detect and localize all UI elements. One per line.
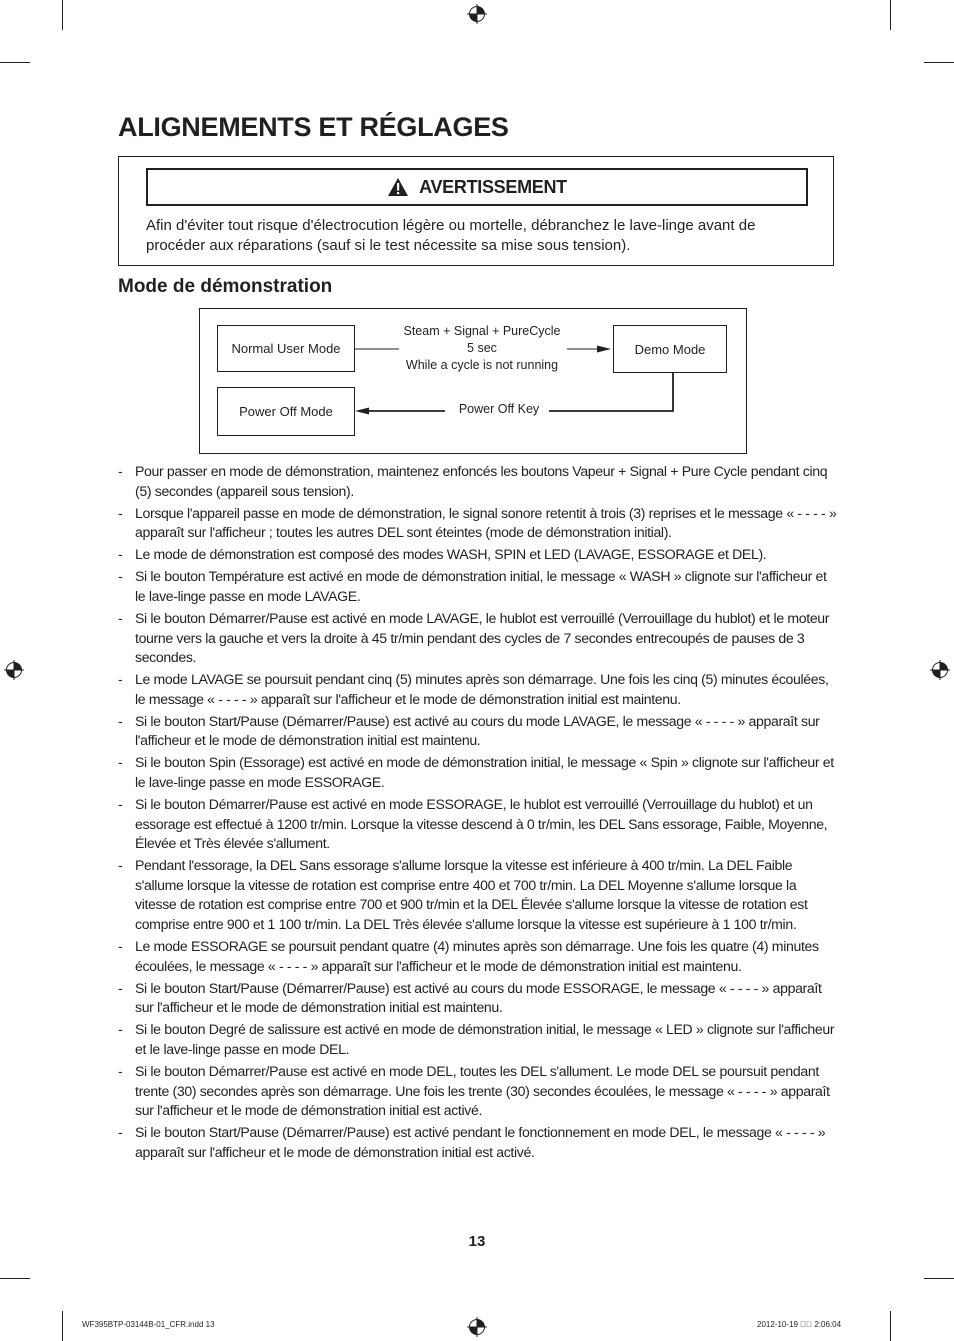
list-item xyxy=(118,670,838,709)
list-item xyxy=(118,1123,838,1162)
list-item-text: Le mode de démonstration est composé des modes WASH, SPIN et LED (LAVAGE, ESSORAGE et DEL). xyxy=(135,546,767,563)
crop-mark xyxy=(0,1278,30,1279)
list-item-text: Pour passer en mode de démonstration, maintenez enfoncés les boutons Vapeur + Signal + Pure Cycle pendant cinq (5) secondes (appareil sous tension). xyxy=(135,463,828,499)
demo-mode-box: Demo Mode xyxy=(613,325,727,373)
list-item xyxy=(118,753,838,792)
list-item xyxy=(118,856,838,934)
footer-file-info: WF395BTP-03144B-01_CFR.indd 13 xyxy=(82,1320,215,1329)
section-title: Mode de démonstration xyxy=(118,276,333,297)
list-item-text: Lorsque l'appareil passe en mode de démonstration, le signal sonore retentit à trois (3) reprises et le message « - - - - » apparaît sur l'afficheur ; toutes les autres DEL sont éteintes (mode de démonstration initial). xyxy=(135,504,837,541)
bullet-dash: - xyxy=(118,463,123,479)
warning-triangle-icon xyxy=(387,177,409,197)
bullet-dash: - xyxy=(118,938,123,955)
registration-mark-icon xyxy=(467,1317,487,1337)
bullet-dash: - xyxy=(118,712,123,729)
crop-mark xyxy=(62,0,63,30)
crop-mark xyxy=(0,62,30,63)
list-item xyxy=(118,1020,838,1059)
bullet-dash: - xyxy=(118,504,123,521)
bullet-dash: - xyxy=(118,1021,123,1038)
warning-title: AVERTISSEMENT xyxy=(419,176,567,197)
demo-mode-diagram xyxy=(199,308,747,454)
crop-mark xyxy=(924,62,954,63)
bullet-dash: - xyxy=(118,857,123,874)
power-off-mode-box: Power Off Mode xyxy=(217,387,355,436)
list-item xyxy=(118,1062,838,1121)
bullet-dash: - xyxy=(118,671,123,688)
footer-timestamp: 2012-10-19 ￿￿ 2:06:04 xyxy=(757,1320,842,1329)
list-item-text: Pendant l'essorage, la DEL Sans essorage s'allume lorsque la vitesse est inférieure à 400 tr/min. La DEL Faible s'allume lorsque la vitesse de rotation est comprise entre 400 et 700 tr/min. La DEL Moyenne s'allume lorsque la vitesse de rotation est comprise entre 700 et 900 tr/min et la DEL Élevée s'allume lorsque la vitesse de rotation est comprise entre 900 et 1 100 tr/min. La DEL Très élevée s'allume lorsque la vitesse est supérieure à 1 100 tr/min. xyxy=(135,857,808,932)
warning-text: Afin d'éviter tout risque d'électrocution légère ou mortelle, débranchez le lave-linge avant de procéder aux réparations (sauf si le test nécessite sa mise sous tension). xyxy=(146,217,756,254)
bullet-dash: - xyxy=(118,568,123,585)
power-off-key-label: Power Off Key xyxy=(458,402,540,416)
list-item xyxy=(118,567,838,606)
list-item-text: Le mode LAVAGE se poursuit pendant cinq (5) minutes après son démarrage. Une fois les cinq (5) minutes écoulées, le message « - - - - » apparaît sur l'afficheur et le mode de démonstration initial est maintenu. xyxy=(135,671,829,707)
crop-mark xyxy=(890,0,891,30)
warning-header xyxy=(146,168,808,206)
bullet-dash: - xyxy=(118,546,123,563)
registration-mark-icon xyxy=(930,660,950,680)
bullet-dash: - xyxy=(118,979,123,996)
list-item-text: Si le bouton Spin (Essorage) est activé en mode de démonstration initial, le message « Spin » clignote sur l'afficheur et le lave-linge passe en mode ESSORAGE. xyxy=(135,754,834,790)
normal-user-mode-box: Normal User Mode xyxy=(217,325,355,372)
transition-label-line: 5 sec xyxy=(467,341,497,355)
bullet-dash: - xyxy=(118,1124,123,1141)
list-item xyxy=(118,462,838,501)
list-item-text: Si le bouton Démarrer/Pause est activé en mode DEL, toutes les DEL s'allument. Le mode DEL se poursuit pendant trente (30) secondes après son démarrage. Une fois les trente (30) secondes écoulées, le message « - - - - » apparaît sur l'afficheur et le mode de démonstration initial est activé. xyxy=(135,1062,830,1119)
page-number: 13 xyxy=(468,1233,486,1250)
list-item xyxy=(118,545,838,565)
crop-mark xyxy=(924,1278,954,1279)
list-item xyxy=(118,937,838,976)
registration-mark-icon xyxy=(467,4,487,24)
bullet-dash: - xyxy=(118,1062,123,1079)
list-item xyxy=(118,795,838,854)
list-item-text: Le mode ESSORAGE se poursuit pendant quatre (4) minutes après son démarrage. Une fois les quatre (4) minutes écoulées, le message « - - - - » apparaît sur l'afficheur et le mode de démonstration initial est maintenu. xyxy=(135,938,819,974)
transition-label-line: Steam + Signal + PureCycle xyxy=(403,324,561,338)
transition-label xyxy=(395,323,569,374)
list-item-text: Si le bouton Start/Pause (Démarrer/Pause) est activé au cours du mode ESSORAGE, le message « - - - - » apparaît sur l'afficheur et le mode de démonstration initial est maintenu. xyxy=(135,979,822,1016)
crop-mark xyxy=(62,1311,63,1341)
list-item-text: Si le bouton Start/Pause (Démarrer/Pause) est activé au cours du mode LAVAGE, le message « - - - - » apparaît sur l'afficheur et le mode de démonstration initial est maintenu. xyxy=(135,712,820,749)
list-item xyxy=(118,712,838,751)
page-title: ALIGNEMENTS ET RÉGLAGES xyxy=(118,112,509,142)
list-item-text: Si le bouton Degré de salissure est activé en mode de démonstration initial, le message « LED » clignote sur l'afficheur et le lave-linge passe en mode DEL. xyxy=(135,1021,835,1057)
list-item-text: Si le bouton Température est activé en mode de démonstration initial, le message « WASH » clignote sur l'afficheur et le lave-linge passe en mode LAVAGE. xyxy=(135,568,827,604)
list-item xyxy=(118,979,838,1018)
list-item-text: Si le bouton Démarrer/Pause est activé en mode LAVAGE, le hublot est verrouillé (Verrouillage du hublot) et le moteur tourne vers la gauche et vers la droite à 45 tr/min pendant des cycles de 7 secondes entrecoupés de pauses de 3 secondes. xyxy=(135,609,830,666)
bullet-dash: - xyxy=(118,754,123,771)
registration-mark-icon xyxy=(4,660,24,680)
transition-label-line: While a cycle is not running xyxy=(405,358,559,372)
crop-mark xyxy=(890,1311,891,1341)
list-item xyxy=(118,504,838,543)
list-item xyxy=(118,609,838,668)
warning-box xyxy=(118,156,834,266)
instruction-list xyxy=(118,462,838,1165)
bullet-dash: - xyxy=(118,609,123,626)
list-item-text: Si le bouton Démarrer/Pause est activé en mode ESSORAGE, le hublot est verrouillé (Verrouillage du hublot) et un essorage est effectué à 1200 tr/min. Lorsque la vitesse descend à 0 tr/min, les DEL Sans essorage, Faible, Moyenne, Élevée et Très élevée s'allument. xyxy=(135,796,828,852)
bullet-dash: - xyxy=(118,796,123,812)
list-item-text: Si le bouton Start/Pause (Démarrer/Pause) est activé pendant le fonctionnement en mode DEL, le message « - - - - » apparaît sur l'afficheur et le mode de démonstration initial est activé. xyxy=(135,1124,826,1160)
